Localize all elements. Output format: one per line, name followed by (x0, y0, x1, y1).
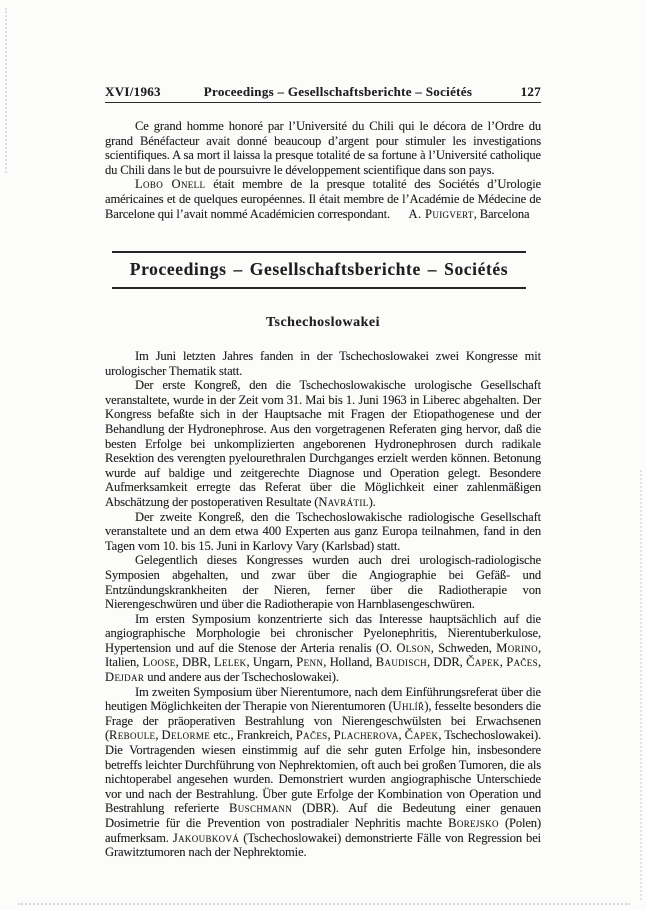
report-paragraph: Im zweiten Symposium über Nierentumore, nach dem Einführungsreferat über die heutigen Möglichkeiten der Therapie von Nierentumoren (Uhlíř), fesselte besonders die Frage der präoperativen Bestrahlung von Nierengeschwülsten bei Erwachsenen (Reboule, Delorme etc., Frankreich, Pačes, Placherova, Čapek, Tschechoslowakei). Die Vortragenden wiesen einstimmig auf die sehr guten Erfolge hin, insbesondere betreffs leichter Durchführung von Nephrektomien, oft auch bei großen Tumoren, die als nichtoperabel angesehen wurden. Demonstriert wurden angiographische Unterschiede vor und nach der Bestrahlung. Über gute Erfolge der Kombination von Operation und Bestrahlung referierte Buschmann (DBR). Auf die Bedeutung einer genauen Dosimetrie für die Prevention von postradialer Nephritis machte Borejsko (Polen) aufmerksam. Jakoubková (Tschechoslowakei) demonstrierte Fälle von Regression bei Grawitztumoren nach der Nephrektomie. (105, 684, 542, 860)
person-name: Borejsko (448, 816, 499, 830)
report-paragraph: Im Juni letzten Jahres fanden in der Tschechoslowakei zwei Kongresse mit urologischer Thematik statt. (105, 349, 541, 378)
person-name: Morino (496, 640, 538, 655)
person-name: Pačes (506, 655, 538, 670)
scan-artifact (640, 470, 642, 900)
obituary-paragraph: Ce grand homme honoré par l’Université du Chili qui le décora de l’Ordre du grand Bénéfacteur avait donné beaucoup d’argent pour stimuler les investigations scientifiques. A sa mort il laissa la presque totalité de sa fortune à l’Université catholique du Chili dans le but de poursuivre le développement scientifique dans son pays. (105, 119, 541, 177)
person-name: Uhlíř (392, 699, 425, 714)
report-paragraph: Gelegentlich dieses Kongresses wurden auch drei urologisch-radiologische Symposien abgehalten, und zwar über die Angiographie bei Gefäß- und Entzündungskrankheiten der Nieren, ferner über die Radiotherapie von Nierengeschwüren und über die Radiotherapie von Harnblasengeschwüren. (105, 553, 541, 612)
section-banner-title: Proceedings – Gesellschaftsberichte – Sociétés (129, 259, 509, 279)
country-heading: Tschechoslowakei (265, 315, 381, 330)
obituary-paragraph: Lobo Onell était membre de la presque totalité des Sociétés d’Urologie américaines et de quelques européennes. Il était membre de l’Académie de Médecine de Barcelone qui l’avait nommé Académicien correspondant. A. Puigvert, Barcelona (105, 177, 541, 221)
page-number: 127 (520, 84, 541, 99)
person-name: Buschmann (229, 801, 293, 816)
person-name: Penn (296, 655, 324, 670)
person-name: Lobo Onell (135, 177, 206, 192)
running-head (105, 84, 541, 100)
person-name: Lelek (214, 655, 247, 670)
header-rule (105, 102, 541, 103)
report-paragraph: Der erste Kongreß, den die Tschechoslowakische urologische Gesellschaft veranstaltete, wurde in der Zeit vom 31. Mai bis 1. Juni 1963 in Liberec abgehalten. Der Kongress befaßte sich in der Hauptsache mit Fragen der Etiopathogenese und der Behandlung der Hydronephrose. Aus den vorgetragenen Referaten ging hervor, daß die besten Erfolge bei unkomplizierten angeborenen Hydronephrosen durch radikale Resektion des verengten pyelourethralen Durchganges erzielt werden können. Betonung wurde auf baldige und zeitgerechte Diagnose und Operation gelegt. Besondere Aufmerksamkeit erregte das Referat über die Möglichkeit einer zahlenmäßigen Abschätzung der postoperativen Resultate (Navrátil). (105, 378, 541, 509)
report-text (105, 349, 541, 860)
person-name: Jakoubková (172, 830, 240, 845)
person-name: A. Puigvert (408, 206, 474, 221)
scan-artifact (5, 8, 7, 173)
report-paragraph: Im ersten Symposium konzentrierte sich das Interesse hauptsächlich auf die angiographische Morphologie bei chronischer Pyelonephritis, Nierentuberkulose, Hypertension und auf die Stenose der Arteria renalis (O. Olson, Schweden, Morino, Italien, Loose, DBR, Lelek, Ungarn, Penn, Holland, Baudisch, DDR, Čapek, Pačes, Dejdar und andere aus der Tschechoslowakei). (105, 611, 541, 685)
obituary-text (105, 119, 541, 221)
person-name: Dejdar (105, 670, 145, 685)
volume-issue: XVI/1963 (105, 84, 161, 99)
person-name: Placherova (333, 728, 399, 743)
person-name: Olson (396, 640, 431, 655)
report-paragraph: Der zweite Kongreß, den die Tschechoslowakische radiologische Gesellschaft veranstaltete und an dem etwa 400 Experten aus ganz Europa teilnahmen, fand in den Tagen vom 10. bis 15. Juni in Karlovy Vary (Karlsbad) statt. (105, 509, 541, 553)
scan-artifact (18, 903, 630, 905)
section-banner (112, 251, 526, 289)
running-head-title: Proceedings – Gesellschaftsberichte – Sociétés (203, 84, 473, 99)
person-name: Čapek (466, 655, 500, 670)
person-name: Reboule (109, 728, 156, 743)
person-name: Pačes (295, 728, 328, 743)
person-name: Čapek (404, 728, 439, 743)
person-name: Navrátil (318, 494, 369, 509)
person-name: Loose (142, 655, 176, 670)
person-name: Delorme (161, 728, 211, 743)
person-name: Baudisch (375, 655, 427, 670)
